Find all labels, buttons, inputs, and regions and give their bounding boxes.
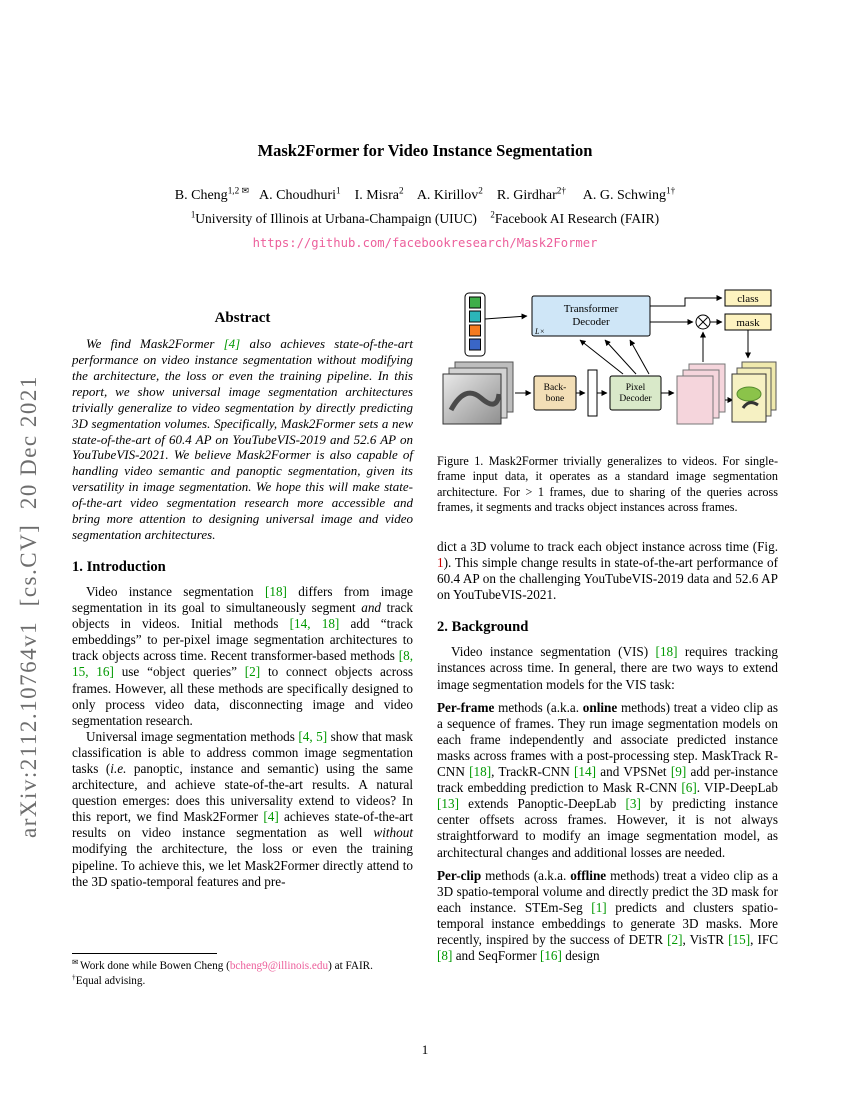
text-run: We find Mask2Former <box>86 336 224 352</box>
figure1 <box>437 288 778 515</box>
text-run: use “object queries” <box>113 664 245 680</box>
intro-paragraph-2 <box>72 729 413 890</box>
query-token-2 <box>470 311 481 322</box>
citation-link[interactable]: [13] <box>437 796 459 812</box>
abstract-heading: Abstract <box>214 310 271 326</box>
text-run: ) at FAIR. <box>328 960 373 972</box>
footnote-1 <box>72 959 413 974</box>
text-run: predicts and clusters spatio-temporal instance embeddings to generate 3D masks. More recently, inspired by the success of DETR <box>437 899 778 947</box>
citation-link[interactable]: [14, 18] <box>289 616 340 632</box>
citation-link[interactable]: [4, 5] <box>298 728 328 744</box>
text-run: A. Kirillov <box>403 188 479 203</box>
output-mask-blob <box>737 387 761 401</box>
text-run: show that mask classification is able to address common image segmentation tasks ( <box>72 728 413 776</box>
transformer-decoder-label-line1: Transformer <box>563 303 619 315</box>
citation-link[interactable]: [6] <box>681 780 697 796</box>
right-column <box>437 288 778 964</box>
text-run: Per-clip <box>437 867 482 883</box>
text-run: offline <box>570 867 607 883</box>
text-run: † <box>72 971 76 981</box>
text-run: 1† <box>665 185 676 196</box>
section-heading-background: 2. Background <box>437 619 529 636</box>
text-run: A. G. Schwing <box>566 188 666 203</box>
text-run: add per-instance track embedding prediction to Mask R-CNN <box>437 764 779 796</box>
affiliations <box>0 211 850 227</box>
text-run: 2 <box>398 185 404 196</box>
text-run: and <box>361 600 382 616</box>
text-run: to connect objects across frames. However, all these methods are specifically designed to only process video data, disconnecting image and video segmentation research. <box>72 664 413 728</box>
citation-link[interactable]: [15] <box>728 931 751 947</box>
text-run: Video instance segmentation <box>86 583 265 599</box>
text-run: design <box>561 948 600 964</box>
author-list <box>0 185 850 204</box>
query-token-1 <box>470 297 481 308</box>
text-run: R. Girdhar <box>482 188 557 203</box>
backbone-label-line2: bone <box>545 394 565 404</box>
arrow-pixel-to-decoder-3 <box>630 340 649 374</box>
text-run: without <box>373 825 413 841</box>
page-number: 1 <box>421 1042 429 1057</box>
citation-link[interactable]: [8] <box>437 948 453 964</box>
backbone-label-line1: Back- <box>543 383 567 393</box>
text-run: i.e. <box>110 761 127 776</box>
pixel-decoder-label-line1: Pixel <box>625 383 646 393</box>
footnote-rule <box>72 953 217 954</box>
text-run: panoptic, instance and semantic) using the same architecture, and achieve state-of-the-art results. A natural question emerges: does this universality extend to videos? In this report, we find Mask2Former <box>72 761 413 825</box>
text-run: Work done while Bowen Cheng ( <box>80 960 230 972</box>
text-run: requires tracking instances across time. In general, there are two ways to extend image segmentation models for the VIS task: <box>437 644 778 692</box>
text-run: , IFC <box>750 931 778 947</box>
text-run: , TrackR-CNN <box>491 764 575 780</box>
text-run: differs from image segmentation in its goal to simultaneously segment <box>72 583 413 616</box>
pixel-decoder-box <box>610 376 661 410</box>
footnote-block <box>72 953 413 988</box>
intro-paragraph-1 <box>72 584 413 729</box>
paper-title: Mask2Former for Video Instance Segmentation <box>257 141 593 160</box>
github-link[interactable]: https://github.com/facebookresearch/Mask2Former <box>252 236 598 250</box>
section-heading-introduction: 1. Introduction <box>72 558 166 575</box>
text-run: Universal image segmentation methods <box>86 728 299 744</box>
text-run: methods) treat a video clip as a 3D spatio-temporal volume and directly predict the 3D mask for each instance. STEm-Seg <box>437 867 778 915</box>
citation-link[interactable]: [2] <box>244 664 261 680</box>
arrow-decoder-to-class <box>650 298 722 306</box>
text-run: Per-frame <box>437 699 495 715</box>
citation-link[interactable]: [4] <box>263 809 279 825</box>
external-link[interactable]: bcheng9@illinois.edu <box>229 960 329 972</box>
text-run: modifying the architecture, the loss or even the training pipeline. To achieve this, we let Mask2Former directly attend to the 3D spatio-temporal features and pre- <box>72 841 413 889</box>
citation-link[interactable]: [4] <box>223 336 241 352</box>
text-run: 1 <box>190 209 196 220</box>
text-run: and VPSNet <box>596 764 671 780</box>
arxiv-stamp: arXiv:2112.10764v1 [cs.CV] 20 Dec 2021 <box>16 375 41 838</box>
text-run: methods (a.k.a. <box>494 699 583 715</box>
arrow-pixel-to-decoder-2 <box>605 340 636 374</box>
figure1-caption <box>437 454 778 515</box>
text-run: 2† <box>556 185 567 196</box>
citation-link[interactable]: [18] <box>264 583 287 599</box>
background-paragraph-1 <box>437 644 778 692</box>
left-column <box>72 298 413 988</box>
text-run: by predicting instance center offsets across frames. However, it is not always straightforward to modify an image segmentation model, as architectural changes and additional losses are needed. <box>437 796 779 860</box>
citation-link[interactable]: [9] <box>670 764 687 780</box>
feature-map <box>588 370 597 416</box>
background-paragraph-per-clip <box>437 868 778 965</box>
figure-ref-link[interactable]: 1 <box>437 555 444 570</box>
text-run: B. Cheng <box>174 188 228 203</box>
mask-label: mask <box>736 317 760 329</box>
text-run: methods) treat a video clip as a sequence of frames. They run image segmentation models on each frame independently and associate predicted instance masks across frames with a post-processing step. MaskTrack R-CNN <box>437 699 778 780</box>
text-run: University of Illinois at Urbana-Champaign (UIUC) <box>195 211 491 226</box>
mask-feature-layer-1 <box>677 376 713 424</box>
citation-link[interactable]: [14] <box>574 764 597 780</box>
text-run: ). This simple change results in state-of-the-art performance of 60.4 AP on the challenging YouTubeVIS-2019 data and 52.6 AP on YouTubeVIS-2021. <box>437 555 778 603</box>
query-token-3 <box>470 325 481 336</box>
text-run: A. Choudhuri <box>249 188 337 203</box>
continuation-paragraph <box>437 539 778 603</box>
text-run: track objects in videos. Initial methods <box>72 600 414 632</box>
text-run: Figure 1. Mask2Former trivially generalizes to videos. For single-frame input data, it operates as a standard image segmentation architecture. For > 1 frames, due to sharing of the queries across frames, it segments and tracks object instances across frames. <box>437 454 778 514</box>
pixel-decoder-label-line2: Decoder <box>619 394 652 404</box>
citation-link[interactable]: [18] <box>469 764 492 780</box>
text-run: . VIP-DeepLab <box>696 780 778 796</box>
citation-link[interactable]: [16] <box>539 948 562 964</box>
text-run: Equal advising. <box>75 974 146 987</box>
citation-link[interactable]: [3] <box>625 796 641 812</box>
text-run: and SeqFormer <box>452 948 540 964</box>
citation-link[interactable]: [18] <box>655 644 678 660</box>
text-run: ✉ <box>72 957 81 967</box>
text-run: Facebook AI Research (FAIR) <box>494 211 660 226</box>
abstract-text <box>72 336 413 543</box>
video-frame-1 <box>443 374 501 424</box>
background-paragraph-per-frame <box>437 700 778 861</box>
l-times-label: L× <box>535 327 545 336</box>
arrow-queries-to-decoder <box>485 316 527 319</box>
query-token-4 <box>470 339 481 350</box>
text-run: 2 <box>490 209 495 220</box>
citation-link[interactable]: [1] <box>591 899 607 915</box>
arrow-pixel-to-decoder-1 <box>580 340 623 374</box>
text-run: 1 <box>336 185 341 196</box>
text-run: also achieves state-of-the-art performance on video instance segmentation without modifying the architecture, the loss or even the training pipeline. In this report, we show universal image segmentation architectures trivially generalize to video segmentation by directly predicting 3D segmentation volumes. Specifically, Mask2Former sets a new state-of-the-art of 60.4 AP on YouTubeVIS-2019 and 52.6 AP on YouTubeVIS-2021. We believe Mask2Former is also capable of handling video semantic and panoptic segmentation, given its versatility in image segmentation. We hope this will make state-of-the-art video segmentation research more accessible and bring more attention to designing universal image and video segmentation architectures. <box>72 336 413 542</box>
text-run: online <box>582 699 618 715</box>
citation-link[interactable]: [2] <box>667 931 683 947</box>
class-label: class <box>737 293 759 305</box>
text-run: Video instance segmentation (VIS) <box>451 644 656 660</box>
text-run: 2 <box>478 185 483 196</box>
text-run: methods (a.k.a. <box>481 867 571 883</box>
text-run: I. Misra <box>340 188 399 203</box>
text-run: extends Panoptic-DeepLab <box>458 796 626 812</box>
text-run: 1,2 ✉ <box>227 185 250 196</box>
transformer-decoder-label-line2: Decoder <box>572 316 610 328</box>
text-run: , VisTR <box>682 931 729 947</box>
text-run: achieves state-of-the-art results on video instance segmentation as well <box>72 809 413 841</box>
paper-header <box>0 141 850 252</box>
footnote-2 <box>72 971 413 989</box>
text-run: add “track embeddings” to per-pixel image segmentation architectures to track objects across time. Recent transformer-based methods <box>72 616 413 664</box>
citation-link[interactable]: [8, 15, 16] <box>72 648 413 680</box>
figure1-diagram <box>437 288 778 440</box>
backbone-box <box>534 376 576 410</box>
text-run: dict a 3D volume to track each object instance across time (Fig. <box>437 538 778 554</box>
